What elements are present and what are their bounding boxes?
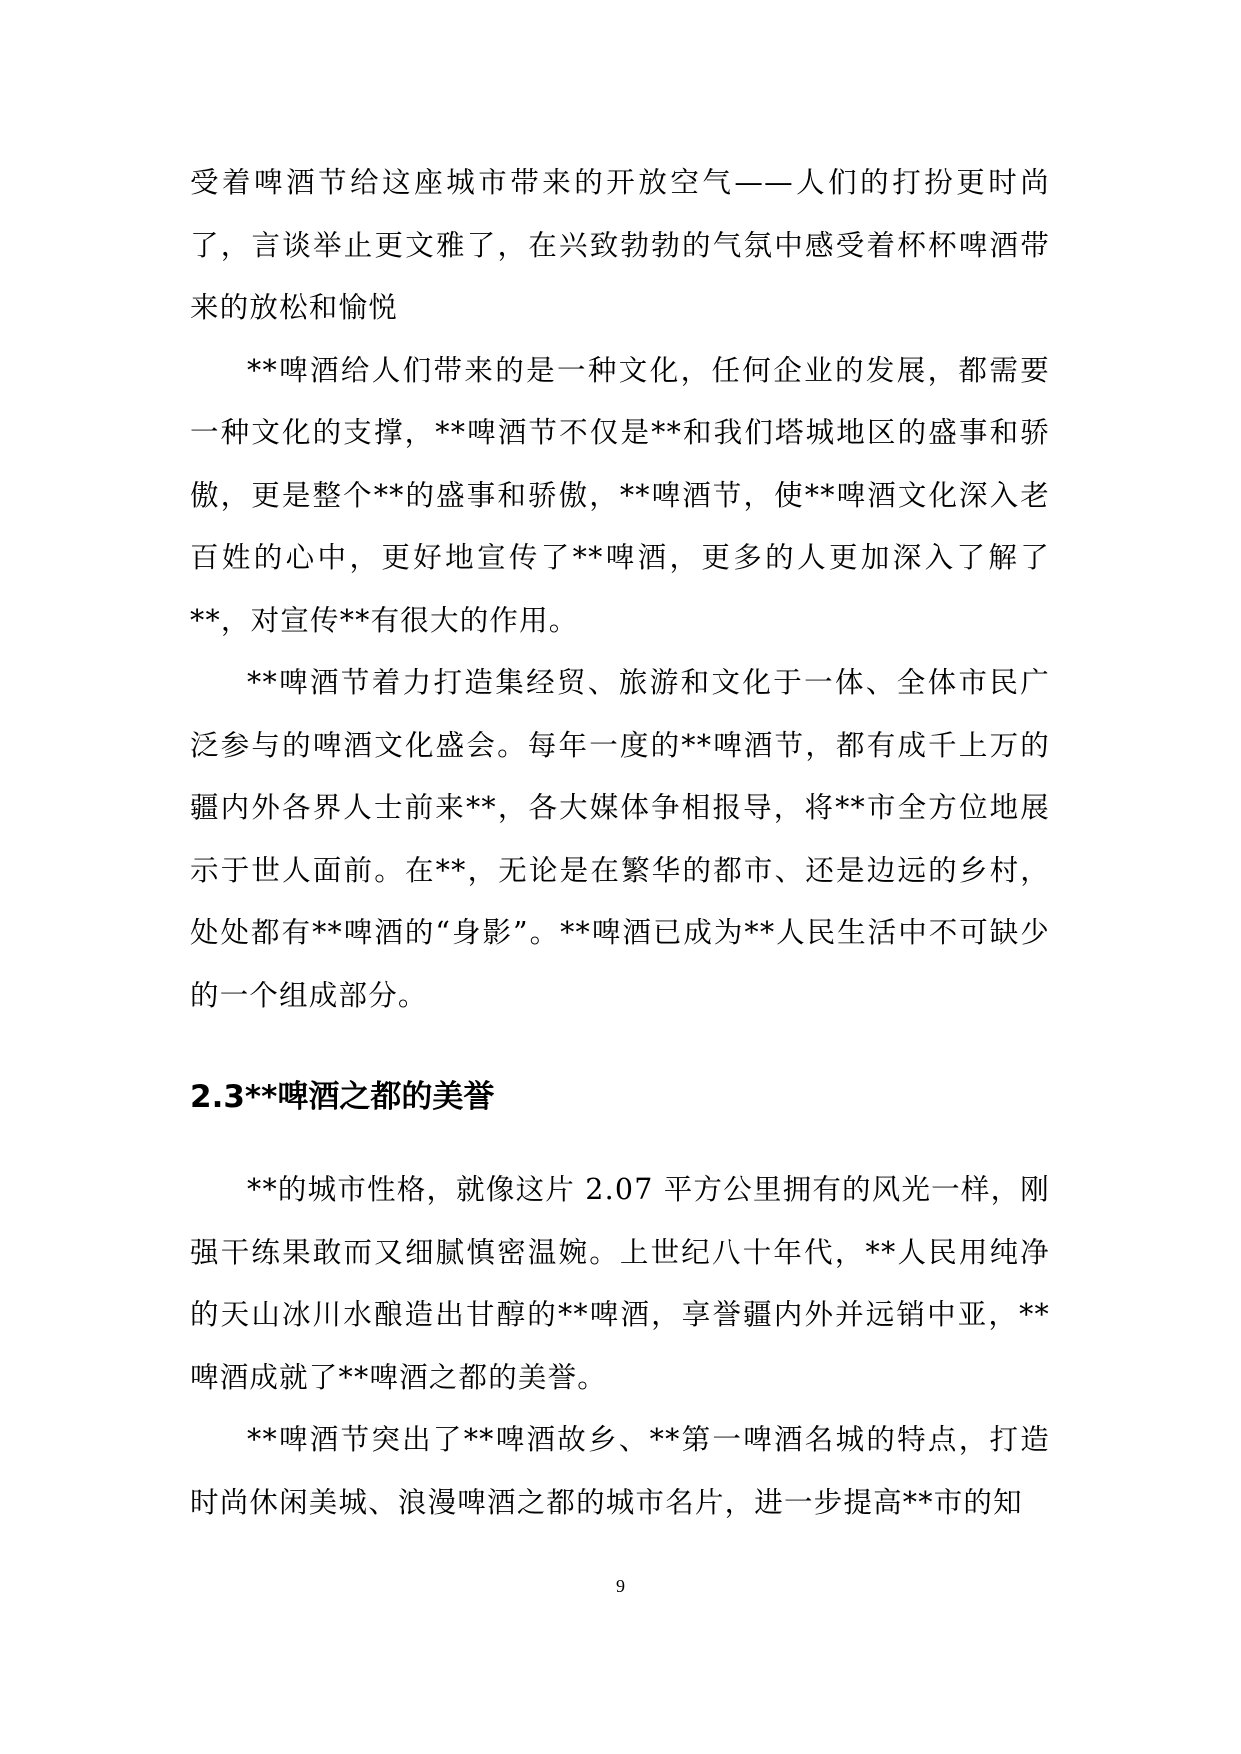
body-paragraph-3: **啤酒节着力打造集经贸、旅游和文化于一体、全体市民广泛参与的啤酒文化盛会。每年一度的**啤酒节，都有成千上万的疆内外各界人士前来**，各大媒体争相报导，将**市全方位地展示于世人面前。在**，无论是在繁华的都市、还是边远的乡村，处处都有**啤酒的“身影”。**啤酒已成为**人民生活中不可缺少的一个组成部分。 (190, 666, 1050, 1012)
body-paragraph-4: **的城市性格，就像这片 2.07 平方公里拥有的风光一样，刚强干练果敢而又细腻慎密温婉。上世纪八十年代，**人民用纯净的天山冰川水酿造出甘醇的**啤酒，享誉疆内外并远销中亚，**啤酒成就了**啤酒之都的美誉。 (190, 1173, 1050, 1394)
body-text (190, 152, 1050, 1534)
body-paragraph-5: **啤酒节突出了**啤酒故乡、**第一啤酒名城的特点，打造时尚休闲美城、浪漫啤酒之都的城市名片，进一步提高**市的知 (190, 1423, 1050, 1519)
section-heading: 2.3**啤酒之都的美誉 (190, 1079, 495, 1115)
page-number: 9 (616, 1576, 625, 1596)
body-paragraph-1: 受着啤酒节给这座城市带来的开放空气——人们的打扮更时尚了，言谈举止更文雅了，在兴致勃勃的气氛中感受着杯杯啤酒带来的放松和愉悦 (190, 166, 1050, 324)
body-paragraph-2: **啤酒给人们带来的是一种文化，任何企业的发展，都需要一种文化的支撑，**啤酒节不仅是**和我们塔城地区的盛事和骄傲，更是整个**的盛事和骄傲，**啤酒节，使**啤酒文化深入老百姓的心中，更好地宣传了**啤酒，更多的人更加深入了解了**，对宣传**有很大的作用。 (190, 353, 1050, 637)
